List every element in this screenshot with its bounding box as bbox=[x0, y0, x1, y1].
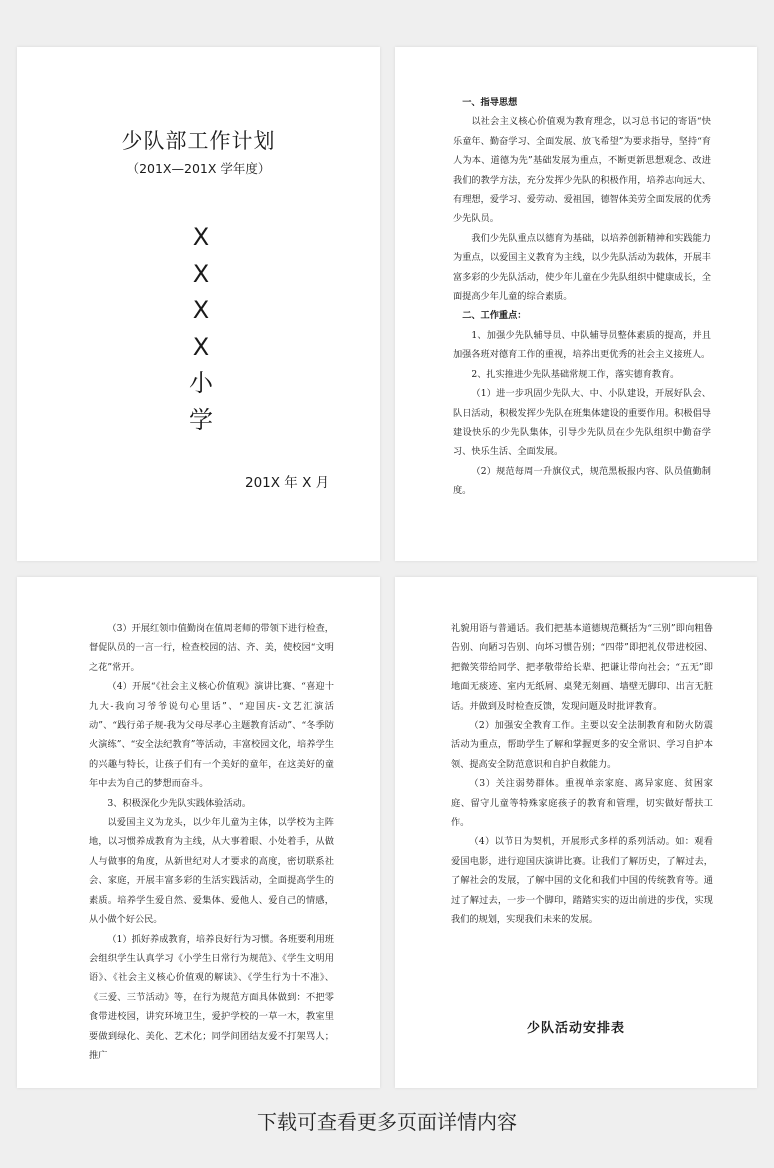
paragraph: 以社会主义核心价值观为教育理念，以习总书记的寄语“快乐童年、勤奋学习、全面发展、放飞希望”为要求指导，坚持“育人为本、道德为先”基础发展为重点，不断更新思想观念、改进我们的教学方法，充分发挥少先队的积极作用，培养志向远大、有理想，爱学习、爱劳动、爱祖国，德智体美劳全面发展的优秀少先队员。 bbox=[453, 116, 711, 225]
paragraph: （3）关注弱势群体。重视单亲家庭、离异家庭、贫困家庭、留守儿童等特殊家庭孩子的教育和管理，切实做好帮扶工作。 bbox=[451, 778, 713, 829]
cover-page bbox=[17, 47, 380, 561]
paragraph: 礼貌用语与普通话。我们把基本道德规范概括为“三别”即向粗鲁告别、向陋习告别、向坏习惯告别；“四带”即把礼仪带进校园、把微笑带给同学、把孝敬带给长辈、把谦让带向社会；“五无”即地面无痰迹、室内无纸屑、桌凳无刻画、墙壁无脚印、出言无脏话。并做到及时检查反馈，发现问题及时批评教育。 bbox=[451, 623, 713, 712]
paragraph: （4）以节日为契机，开展形式多样的系列活动。如：观看爱国电影，进行迎国庆演讲比赛。让我们了解历史，了解过去，了解社会的发展，了解中国的文化和我们中国的传统教育等。通过了解过去，一步一个脚印，踏踏实实的迈出前进的步伐，实现我们的规划，实现我们未来的发展。 bbox=[451, 836, 713, 926]
school-char: X bbox=[192, 223, 210, 251]
section-heading: 一、指导思想 bbox=[462, 97, 518, 108]
document-page-2 bbox=[395, 47, 757, 561]
page-body bbox=[451, 619, 713, 930]
section-heading: 二、工作重点： bbox=[462, 310, 527, 322]
document-page-4 bbox=[395, 577, 757, 1088]
school-char: X bbox=[192, 259, 210, 288]
activity-schedule-title: 少队活动安排表 bbox=[526, 1021, 625, 1036]
paragraph: 1、加强少先队辅导员、中队辅导员整体素质的提高，并且加强各班对德育工作的重视，培养出更优秀的社会主义接班人。 bbox=[453, 329, 711, 361]
school-char: X bbox=[192, 332, 210, 361]
paragraph: 3、积极深化少先队实践体验活动。 bbox=[107, 797, 252, 809]
school-char: X bbox=[192, 296, 210, 324]
paragraph: （2）规范每周一升旗仪式，规范黑板报内容、队员值勤制度。 bbox=[453, 465, 711, 497]
document-page-3 bbox=[17, 577, 380, 1088]
cover-date: 201X 年 X 月 bbox=[245, 475, 330, 491]
cover-school-name bbox=[181, 219, 221, 438]
school-char: 小 bbox=[189, 369, 213, 397]
cover-subtitle: （201X—201X 学年度） bbox=[126, 161, 271, 176]
cover-title: 少队部工作计划 bbox=[121, 129, 276, 153]
paragraph: （1）抓好养成教育，培养良好行为习惯。各班要利用班会组织学生认真学习《小学生日常行为规范》、《学生文明用语》、《社会主义核心价值观的解读》、《学生行为十不准》、《三爱、三节活动》等，在行为规范方面具体做到：不把零食带进校园，讲究环境卫生，爱护学校的一草一木，教室里要做到绿化、美化、艺术化；同学间团结友爱不打架骂人；推广 bbox=[89, 933, 334, 1061]
paragraph: 我们少先队重点以德育为基础，以培养创新精神和实践能力为重点，以爱国主义教育为主线，以少先队活动为载体，开展丰富多彩的少先队活动，使少年儿童在少先队组织中健康成长，全面提高少年儿童的综合素质。 bbox=[453, 232, 711, 303]
paragraph: （4）开展“《社会主义核心价值观》演讲比赛、“喜迎十九大-我向习爷爷说句心里话”、“迎国庆-文艺汇演活动”、“践行弟子规-我为父母尽孝心主题教育活动”、“冬季防火演练”、“安全法纪教育”等活动，丰富校园文化，培养学生的兴趣与特长，让孩子们有一个美好的童年，在这美好的童年中去为自己的梦想而奋斗。 bbox=[89, 681, 334, 790]
paragraph: 2、扎实推进少先队基础常规工作，落实德育教育。 bbox=[471, 368, 680, 380]
page-body bbox=[453, 93, 711, 501]
paragraph: 以爱国主义为龙头，以少年儿童为主体，以学校为主阵地，以习惯养成教育为主线，从大事着眼、小处着手，从做人与做事的角度，从新世纪对人才要求的高度，密切联系社会、家庭，开展丰富多彩的生活实践活动，全面提高学生的素质。培养学生爱自然、爱集体、爱他人、爱自己的情感，从小做个好公民。 bbox=[89, 817, 334, 926]
paragraph: （1）进一步巩固少先队大、中、小队建设，开展好队会、队日活动，积极发挥少先队在班集体建设的重要作用。积极倡导建设快乐的少先队集体，引导少先队员在少先队组织中勤奋学习、快乐生活、全面发展。 bbox=[453, 388, 711, 458]
paragraph: （3）开展红领巾值勤岗在值周老师的带领下进行检查，督促队员的一言一行，检查校园的洁、齐、美，使校园“文明之花”常开。 bbox=[89, 623, 334, 673]
page-body bbox=[89, 619, 334, 1065]
paragraph: （2）加强安全教育工作。主要以安全法制教育和防火防震活动为重点，帮助学生了解和掌握更多的安全常识、学习自护本领、提高安全防范意识和自护自救能力。 bbox=[451, 720, 713, 770]
download-more-link[interactable]: 下载可查看更多页面详情内容 bbox=[257, 1110, 517, 1134]
school-char: 学 bbox=[189, 405, 213, 434]
